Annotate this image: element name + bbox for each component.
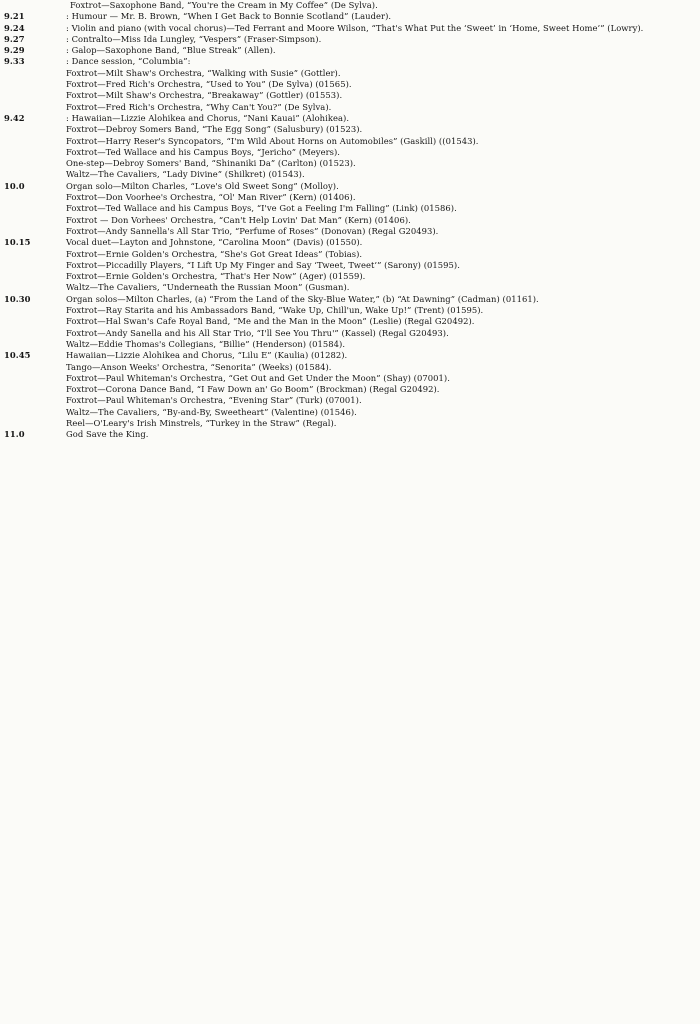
entry-text: Foxtrot—Ted Wallace and his Campus Boys, “I've Got a Feeling I'm Falling” (Link) (01586). — [66, 203, 457, 214]
programme-entry — [4, 271, 694, 282]
entry-text: : Hawaiian—Lizzie Alohikea and Chorus, “Nani Kauai” (Alohikea). — [66, 112, 350, 123]
entry-time — [4, 316, 66, 327]
entry-text: Foxtrot—Milt Shaw's Orchestra, “Breakaway” (Gottler) (01553). — [66, 90, 343, 101]
programme-entry — [4, 45, 694, 56]
programme-entry — [4, 418, 694, 429]
entry-time — [4, 305, 66, 316]
entry-text: One-step—Debroy Somers' Band, “Shinaniki Da” (Carlton) (01523). — [66, 158, 356, 169]
programme-entry — [4, 56, 694, 67]
entry-text: Foxtrot—Don Voorhee's Orchestra, “Ol' Man River” (Kern) (01406). — [66, 192, 356, 203]
programme-entry — [4, 0, 694, 11]
entry-text: Foxtrot—Ernie Golden's Orchestra, “She's Got Great Ideas” (Tobias). — [66, 248, 363, 259]
programme-entry — [4, 113, 694, 124]
entry-time: 10.45 — [4, 350, 31, 361]
entry-time: 9.27 — [4, 33, 25, 44]
entry-time — [4, 147, 66, 158]
programme-entry — [4, 192, 694, 203]
entry-time — [4, 271, 66, 282]
entry-text: Waltz—The Cavaliers, “By-and-By, Sweetheart” (Valentine) (01546). — [66, 406, 357, 417]
entry-text: Foxtrot—Harry Reser's Syncopators, “I'm Wild About Horns on Automobiles” (Gaskill) ((01543). — [66, 135, 479, 146]
programme-entry — [4, 316, 694, 327]
programme-entry — [4, 11, 694, 22]
programme-entry — [4, 68, 694, 79]
programme-entry — [4, 181, 694, 192]
entry-time — [4, 203, 66, 214]
entry-time — [4, 79, 66, 90]
entry-time — [4, 68, 66, 79]
programme-entry — [4, 249, 694, 260]
entry-text: Waltz—Eddie Thomas's Collegians, “Billie” (Henderson) (01584). — [66, 338, 346, 349]
programme-entry — [4, 260, 694, 271]
entry-time: 10.0 — [4, 180, 25, 191]
entry-time — [4, 124, 66, 135]
entry-time — [4, 249, 66, 260]
entry-text: : Contralto—Miss Ida Lungley, “Vespers” (Fraser-Simpson). — [66, 33, 322, 44]
programme-entry — [4, 294, 694, 305]
entry-text: Foxtrot—Ernie Golden's Orchestra, “That's Her Now” (Ager) (01559). — [66, 271, 366, 282]
entry-text: Reel—O'Leary's Irish Minstrels, “Turkey in the Straw” (Regal). — [66, 417, 337, 428]
entry-text: Foxtrot—Andy Sanella and his All Star Trio, “I'll See You Thru'” (Kassel) (Regal G20493). — [66, 327, 449, 338]
entry-text: God Save the King. — [66, 429, 149, 440]
entry-time — [4, 373, 66, 384]
programme-entry — [4, 407, 694, 418]
entry-text: Foxtrot—Saxophone Band, “You're the Cream in My Coffee” (De Sylva). — [70, 0, 378, 10]
programme-entry — [4, 384, 694, 395]
entry-time: 9.21 — [4, 11, 25, 22]
programme-entry — [4, 203, 694, 214]
entry-time — [4, 158, 66, 169]
entry-text: Foxtrot—Andy Sannella's All Star Trio, “Perfume of Roses” (Donovan) (Regal G20493). — [66, 225, 439, 236]
entry-text: Organ solo—Milton Charles, “Love's Old Sweet Song” (Molloy). — [66, 180, 339, 191]
entry-time — [4, 339, 66, 350]
entry-time: 10.15 — [4, 237, 31, 248]
entry-text: Waltz—The Cavaliers, “Lady Divine” (Shilkret) (01543). — [66, 169, 305, 180]
entry-text: : Dance session, “Columbia”: — [66, 56, 191, 67]
programme-entry — [4, 23, 694, 34]
entry-time: 9.24 — [4, 22, 25, 33]
entry-time — [4, 192, 66, 203]
entry-text: Foxtrot—Fred Rich's Orchestra, “Used to You” (De Sylva) (01565). — [66, 79, 352, 90]
entry-time — [4, 384, 66, 395]
programme-entry — [4, 373, 694, 384]
programme-entry — [4, 147, 694, 158]
entry-text: Foxtrot—Piccadilly Players, “I Lift Up My Finger and Say ‘Tweet, Tweet’” (Sarony) (01595). — [66, 259, 460, 270]
entry-text: Vocal duet—Layton and Johnstone, “Carolina Moon” (Davis) (01550). — [66, 237, 363, 248]
entry-text: Foxtrot—Ray Starita and his Ambassadors Band, “Wake Up, Chill'un, Wake Up!” (Trent) (01595). — [66, 305, 484, 316]
entry-text: Foxtrot—Debroy Somers Band, “The Egg Song” (Salusbury) (01523). — [66, 124, 363, 135]
programme-entry — [4, 339, 694, 350]
entry-text: Foxtrot — Don Vorhees' Orchestra, “Can't Help Lovin' Dat Man” (Kern) (01406). — [66, 214, 411, 225]
programme-entry — [4, 169, 694, 180]
entry-time — [4, 282, 66, 293]
programme-entry — [4, 362, 694, 373]
entry-text: : Galop—Saxophone Band, “Blue Streak” (Allen). — [66, 45, 276, 56]
entry-time: 10.30 — [4, 293, 31, 304]
entry-text: Foxtrot—Corona Dance Band, “I Faw Down an' Go Boom” (Brockman) (Regal G20492). — [66, 384, 440, 395]
programme-entry — [4, 328, 694, 339]
entry-time — [4, 136, 66, 147]
programme-entry — [4, 34, 694, 45]
programme-entry — [4, 79, 694, 90]
entry-time — [4, 395, 66, 406]
programme-entry — [4, 90, 694, 101]
programme-entry — [4, 429, 694, 440]
programme-entry — [4, 282, 694, 293]
entry-time — [4, 362, 66, 373]
programme-entry — [4, 305, 694, 316]
entry-text: Organ solos—Milton Charles, (a) “From the Land of the Sky-Blue Water,” (b) “At Dawning” (Cadman) (01161). — [66, 293, 539, 304]
entry-time — [4, 418, 66, 429]
entry-time — [4, 407, 66, 418]
entry-time — [4, 328, 66, 339]
programme-entry — [4, 215, 694, 226]
entry-time — [4, 169, 66, 180]
entry-time — [4, 215, 66, 226]
entry-time — [4, 90, 66, 101]
programme-entry — [4, 395, 694, 406]
programme-entry — [4, 124, 694, 135]
entry-time: 11.0 — [4, 429, 25, 440]
entry-text: Foxtrot—Ted Wallace and his Campus Boys, “Jericho” (Meyers). — [66, 146, 341, 157]
entry-time — [4, 226, 66, 237]
entry-time: 9.29 — [4, 45, 25, 56]
programme-entry — [4, 237, 694, 248]
entry-time: 9.42 — [4, 112, 25, 123]
programme-listing — [4, 0, 694, 441]
entry-time — [4, 260, 66, 271]
entry-text: Foxtrot—Paul Whiteman's Orchestra, “Get Out and Get Under the Moon” (Shay) (07001). — [66, 372, 450, 383]
entry-time: 9.33 — [4, 56, 25, 67]
entry-text: : Humour — Mr. B. Brown, “When I Get Back to Bonnie Scotland” (Lauder). — [66, 11, 392, 22]
programme-entry — [4, 158, 694, 169]
programme-entry — [4, 226, 694, 237]
entry-text: Tango—Anson Weeks' Orchestra, “Senorita” (Weeks) (01584). — [66, 361, 332, 372]
programme-entry — [4, 136, 694, 147]
entry-text: Foxtrot—Milt Shaw's Orchestra, “Walking with Susie” (Gottler). — [66, 67, 341, 78]
programme-entry — [4, 350, 694, 361]
entry-text: Foxtrot—Paul Whiteman's Orchestra, “Evening Star” (Turk) (07001). — [66, 395, 362, 406]
entry-text: Foxtrot—Hal Swan's Cafe Royal Band, “Me and the Man in the Moon” (Leslie) (Regal G20492). — [66, 316, 475, 327]
entry-text: : Violin and piano (with vocal chorus)—Ted Ferrant and Moore Wilson, “That's What Put the ‘Sweet’ in ‘Home, Sweet Home’” (Lowry). — [66, 22, 644, 33]
entry-text: Waltz—The Cavaliers, “Underneath the Russian Moon” (Gusman). — [66, 282, 350, 293]
entry-text: Foxtrot—Fred Rich's Orchestra, “Why Can't You?” (De Sylva). — [66, 101, 332, 112]
entry-text: Hawaiian—Lizzie Alohikea and Chorus, “Lilu E” (Kaulia) (01282). — [66, 350, 348, 361]
entry-time — [4, 102, 66, 113]
programme-entry — [4, 102, 694, 113]
